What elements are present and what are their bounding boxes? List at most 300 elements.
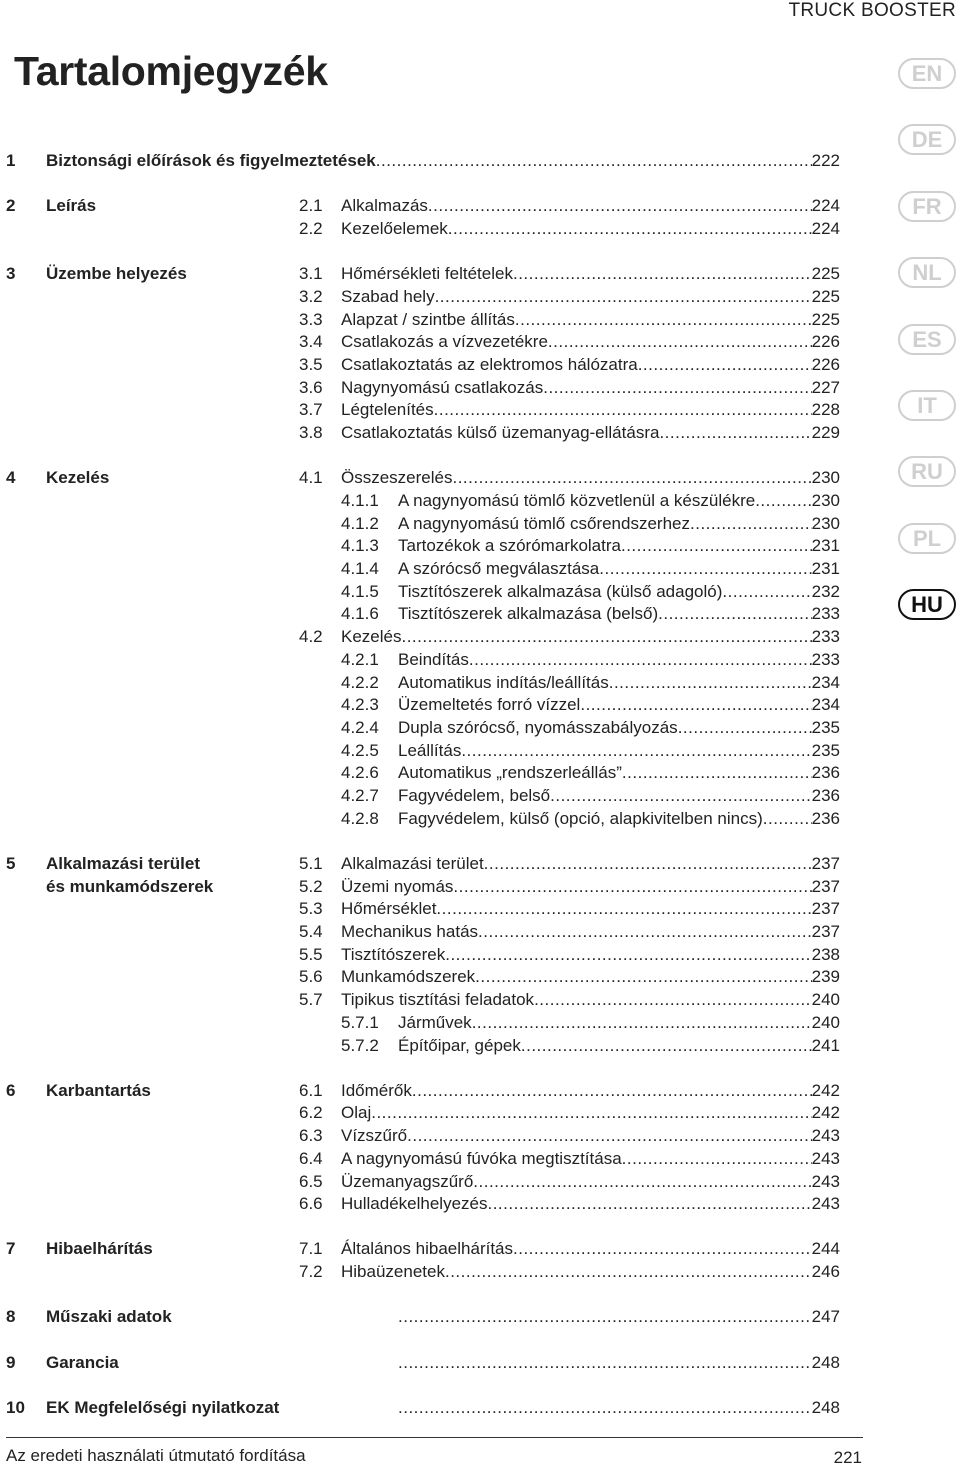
toc-row[interactable] [0,1352,870,1374]
toc-page-number: 229 [811,423,840,442]
dot-leader [398,1352,812,1374]
section-number: 8 [6,1307,16,1327]
toc-row[interactable] [0,1035,870,1057]
toc-item-entry [398,694,840,716]
dot-leader [435,286,812,308]
section-title: EK Megfelelőségi nyilatkozat [46,1397,280,1417]
toc-item-number: 4.1.4 [341,559,379,578]
toc-row[interactable] [0,535,870,557]
toc-item-number: 4.1.5 [341,581,379,601]
toc-item-entry [341,309,840,331]
dot-leader [376,150,812,172]
toc-item-number: 6.1 [299,1080,323,1100]
toc-item-entry [398,1035,840,1057]
language-tab-de[interactable]: DE [898,124,956,155]
language-tab-es[interactable]: ES [898,324,956,355]
dot-leader [622,1148,812,1170]
toc-page-number: 247 [811,1307,840,1327]
toc-page-number: 243 [811,1194,840,1214]
toc-page-number: 230 [811,468,840,488]
toc-item-entry [341,195,840,217]
dot-leader [580,694,811,716]
toc-row[interactable] [0,1397,870,1419]
toc-row[interactable] [0,921,870,943]
toc-row[interactable] [0,740,870,762]
toc-item-number: 4.1.3 [341,536,379,556]
toc-row[interactable] [0,876,870,898]
toc-row[interactable] [0,263,870,285]
toc-item-entry [341,626,840,648]
toc-item-entry [341,921,840,943]
toc-item-text: Automatikus „rendszerleállás” [398,763,622,783]
toc-item-number: 4.2.8 [341,808,379,828]
toc-item-entry [341,422,840,444]
dot-leader [461,740,811,762]
toc-page-number: 226 [811,332,840,352]
toc-row[interactable] [0,309,870,331]
toc-page-number: 227 [811,377,840,397]
toc-item-text: Szabad hely [341,286,435,306]
dot-leader [478,921,812,943]
toc-row[interactable] [0,694,870,716]
language-tab-fr[interactable]: FR [898,191,956,222]
dot-leader [755,490,811,512]
toc-row[interactable] [0,513,870,535]
toc-item-text: Vízszűrő [341,1126,408,1146]
toc-row[interactable] [0,195,870,217]
dot-leader [515,309,812,331]
toc-item-number: 5.5 [299,944,323,964]
section-number: 5 [6,853,16,873]
toc-item-number: 3.1 [299,264,323,284]
dot-leader [513,263,812,285]
toc-row[interactable] [0,422,870,444]
toc-page-number: 233 [811,649,840,669]
toc-item-text: Légtelenítés [341,400,434,420]
language-tab-hu[interactable]: HU [898,589,956,620]
toc-item-text: Csatlakoztatás az elektromos hálózatra [341,354,638,374]
toc-item-text: A szórócső megválasztása [398,559,600,578]
toc-item-number: 4.2.7 [341,786,379,805]
section-title: Kezelés [46,468,110,488]
toc-page-number: 240 [811,1012,840,1032]
toc-row[interactable] [0,1238,870,1260]
toc-page-number: 225 [811,286,840,306]
toc-item-entry [341,1125,840,1147]
dot-leader [484,853,812,875]
toc-item-number: 4.1 [299,468,323,488]
toc-row[interactable] [0,490,870,512]
dot-leader [550,785,811,807]
toc-page-number: 228 [811,400,840,420]
toc-item-number: 5.6 [299,967,323,987]
dot-leader [638,354,812,376]
language-tab-en[interactable]: EN [898,58,956,89]
toc-page-number: 242 [811,1080,840,1100]
toc-page-number: 237 [811,853,840,873]
toc-item-number: 3.8 [299,423,323,442]
toc-page-number: 236 [811,786,840,805]
toc-row[interactable] [0,1193,870,1215]
dot-leader [487,1193,811,1215]
toc-row[interactable] [0,1306,870,1328]
toc-item-number: 6.6 [299,1194,323,1214]
toc-item-number: 4.2.6 [341,763,379,783]
toc-item-number: 4.2 [299,627,323,647]
dot-leader [472,1012,812,1034]
toc-page-number: 224 [811,196,840,216]
toc-page-number: 230 [811,490,840,510]
section-title: Műszaki adatok [46,1307,172,1327]
toc-item-text: Üzemanyagszűrő [341,1171,474,1191]
toc-item-entry [398,535,840,557]
toc-item-entry [398,1397,840,1419]
toc-row[interactable] [0,1148,870,1170]
toc-item-entry [398,672,840,694]
toc-page-number: 237 [811,922,840,941]
brand-name: TRUCK BOOSTER [788,0,956,21]
page-title: Tartalomjegyzék [14,48,328,94]
toc-item-entry [341,286,840,308]
toc-item-number: 6.2 [299,1103,323,1123]
toc-item-entry [398,513,840,535]
toc-page-number: 222 [811,151,840,170]
language-tab-ru[interactable]: RU [898,456,956,487]
toc-page-number: 233 [811,604,840,624]
toc-item-text: Építőipar, gépek [398,1035,521,1055]
dot-leader [513,1238,812,1260]
toc-page-number: 236 [811,808,840,828]
toc-item-number: 3.6 [299,377,323,397]
dot-leader [543,377,811,399]
toc-row[interactable] [0,626,870,648]
dot-leader [678,717,812,739]
toc-row[interactable] [0,354,870,376]
toc-item-entry [341,966,840,988]
toc-item-entry [398,490,840,512]
toc-item-entry [341,1171,840,1193]
toc-page-number: 225 [811,264,840,284]
toc-page-number: 238 [811,944,840,964]
toc-item-text: Alapzat / szintbe állítás [341,309,515,329]
section-title: Garancia [46,1352,119,1372]
toc-item-entry [398,785,840,807]
toc-item-text: Tisztítószerek alkalmazása (belső) [398,604,659,624]
section-title: Hibaelhárítás [46,1239,153,1259]
toc-item-text: Hőmérsékleti feltételek [341,264,513,284]
toc-page-number: 234 [811,672,840,692]
dot-leader [398,1306,812,1328]
toc-item-entry [341,1193,840,1215]
toc-item-number: 3.2 [299,286,323,306]
toc-row[interactable] [0,1080,870,1102]
section-title: és munkamódszerek [46,876,214,896]
toc-item-number: 2.1 [299,196,323,216]
toc-item-entry [398,740,840,762]
dot-leader [371,1102,811,1124]
toc-item-text: Üzemi nyomás [341,876,454,896]
toc-row[interactable] [0,581,870,603]
toc-item-text: Tipikus tisztítási feladatok [341,990,535,1010]
dot-leader [448,218,812,240]
dot-leader [434,399,812,421]
toc-row[interactable] [0,377,870,399]
dot-leader [407,1125,811,1147]
section-number: 10 [6,1397,25,1417]
toc-item-entry [398,581,840,603]
toc-row[interactable] [0,944,870,966]
toc-item-number: 6.4 [299,1148,323,1168]
toc-page-number: 243 [811,1126,840,1146]
toc-page-number: 239 [811,967,840,987]
toc-item-text: Kezelőelemek [341,218,448,238]
toc-item-text: Kezelés [341,627,402,647]
toc-item-entry [341,1261,840,1283]
toc-item-entry [341,218,840,240]
toc-row[interactable] [0,672,870,694]
footer-divider [6,1437,863,1438]
toc-item-entry [398,558,840,580]
toc-page-number: 243 [811,1171,840,1191]
toc-row[interactable] [0,717,870,739]
toc-item-entry [341,853,840,875]
dot-leader [475,966,811,988]
toc-page-number: 225 [811,309,840,329]
toc-item-text: Időmérők [341,1080,412,1100]
toc-page-number: 236 [811,763,840,783]
dot-leader [722,581,811,603]
footer-page-number: 221 [833,1448,862,1467]
section-number: 3 [6,264,16,284]
toc-item-entry [341,263,840,285]
toc-item-text: Üzemeltetés forró vízzel [398,695,581,715]
toc-item-entry [398,1012,840,1034]
toc-item-text: Tisztítószerek alkalmazása (külső adagoló) [398,581,723,601]
toc-item-text: Alkalmazási terület [341,853,484,873]
toc-row[interactable] [0,399,870,421]
toc-item-entry [341,1080,840,1102]
toc-item-text: Csatlakozás a vízvezetékre [341,332,548,352]
toc-item-number: 6.3 [299,1126,323,1146]
toc-item-entry [341,944,840,966]
toc-item-entry [398,717,840,739]
dot-leader [428,195,812,217]
dot-leader [659,422,811,444]
toc-item-number: 4.2.4 [341,717,379,737]
toc-item-entry [398,762,840,784]
toc-row[interactable] [0,603,870,625]
toc-item-text: Fagyvédelem, külső (opció, alapkivitelben nincs) [398,808,763,828]
toc-item-number: 5.3 [299,899,323,919]
toc-item-number: 3.7 [299,400,323,420]
toc-row[interactable] [0,1171,870,1193]
toc-item-entry [398,603,840,625]
toc-row[interactable] [0,1261,870,1283]
toc-row[interactable] [0,467,870,489]
toc-page-number: 233 [811,627,840,647]
toc-item-text: Csatlakoztatás külső üzemanyag-ellátásra [341,423,660,442]
dot-leader [609,672,812,694]
dot-leader [453,876,811,898]
toc-item-number: 4.2.1 [341,649,379,669]
dot-leader [412,1080,812,1102]
toc-row[interactable] [0,331,870,353]
toc-item-entry [398,808,840,830]
section-number: 7 [6,1239,16,1259]
footer-text: Az eredeti használati útmutató fordítása [6,1446,306,1465]
toc-item-text: Mechanikus hatás [341,922,479,941]
dot-leader [521,1035,812,1057]
toc-item-text: Általános hibaelhárítás [341,1239,514,1259]
dot-leader [473,1171,811,1193]
dot-leader [445,1261,812,1283]
toc-item-number: 6.5 [299,1171,323,1191]
language-tab-it[interactable]: IT [898,390,956,421]
toc-page-number: 244 [811,1239,840,1259]
toc-row[interactable] [0,762,870,784]
section-title: Leírás [46,196,97,216]
toc-page-number: 237 [811,876,840,896]
dot-leader [436,898,811,920]
toc-page-number: 242 [811,1103,840,1123]
toc-item-text: Biztonsági előírások és figyelmeztetések [46,151,376,170]
section-title: Karbantartás [46,1080,151,1100]
dot-leader [548,331,812,353]
section-number: 2 [6,196,16,216]
toc-item-entry [341,1102,840,1124]
dot-leader [690,513,812,535]
toc-row[interactable] [0,808,870,830]
toc-item-number: 4.2.3 [341,695,379,715]
section-title: Üzembe helyezés [46,264,187,284]
dot-leader [763,808,812,830]
section-number: 6 [6,1080,16,1100]
toc-item-text: Hőmérséklet [341,899,437,919]
toc-item-entry [341,467,840,489]
toc-row[interactable] [0,1102,870,1124]
toc-item-text: Fagyvédelem, belső [398,786,551,805]
toc-page-number: 237 [811,899,840,919]
toc-item-entry [46,150,840,172]
toc-item-text: Alkalmazás [341,196,428,216]
toc-row[interactable] [0,966,870,988]
toc-page-number: 224 [811,218,840,238]
toc-item-text: Hulladékelhelyezés [341,1194,488,1214]
toc-item-number: 3.3 [299,309,323,329]
language-tab-nl[interactable]: NL [898,257,956,288]
dot-leader [469,649,812,671]
toc-item-text: A nagynyomású tömlő csőrendszerhez [398,513,690,533]
toc-page-number: 235 [811,717,840,737]
toc-page-number: 234 [811,695,840,715]
section-number: 4 [6,468,16,488]
toc-item-text: Dupla szórócső, nyomásszabályozás [398,717,678,737]
toc-row[interactable] [0,286,870,308]
toc-item-entry [341,331,840,353]
toc-page-number: 230 [811,513,840,533]
toc-page-number: 243 [811,1148,840,1168]
toc-item-text: Tartozékok a szórómarkolatra [398,536,621,556]
dot-leader [401,626,811,648]
toc-item-number: 4.1.1 [341,490,379,510]
toc-item-text: Összeszerelés [341,468,453,488]
dot-leader [452,467,811,489]
section-title: Alkalmazási terület [46,853,201,873]
toc-page-number: 231 [811,536,840,556]
toc-item-text: Beindítás [398,649,469,669]
language-tab-pl[interactable]: PL [898,523,956,554]
toc-row[interactable] [0,150,870,172]
dot-leader [658,603,812,625]
toc-item-entry [398,1352,840,1374]
toc-item-entry [341,1238,840,1260]
toc-row[interactable] [0,649,870,671]
toc-item-entry [398,1306,840,1328]
toc-item-text: Nagynyomású csatlakozás [341,377,544,397]
toc-row[interactable] [0,218,870,240]
toc-row[interactable] [0,558,870,580]
toc-row[interactable] [0,898,870,920]
toc-item-text: Leállítás [398,740,462,760]
toc-page-number: 248 [811,1352,840,1372]
toc-item-entry [341,354,840,376]
toc-row[interactable] [0,1125,870,1147]
toc-item-number: 4.2.2 [341,672,379,692]
toc-item-text: Automatikus indítás/leállítás [398,672,609,692]
toc-item-number: 5.1 [299,853,323,873]
toc-page-number: 231 [811,559,840,578]
toc-item-text: Tisztítószerek [341,944,446,964]
toc-item-text: Hibaüzenetek [341,1262,445,1282]
toc-item-number: 4.1.6 [341,604,379,624]
toc-page-number: 226 [811,354,840,374]
toc-item-entry [341,399,840,421]
toc-item-text: Járművek [398,1012,472,1032]
toc-page-number: 232 [811,581,840,601]
toc-item-number: 7.2 [299,1262,323,1282]
toc-item-text: A nagynyomású tömlő közvetlenül a készülékre [398,490,756,510]
toc-item-number: 7.1 [299,1239,323,1259]
toc-row[interactable] [0,853,870,875]
toc-item-number: 5.2 [299,876,323,896]
toc-page-number: 246 [811,1262,840,1282]
toc-page-number: 235 [811,740,840,760]
section-number: 9 [6,1352,16,1372]
toc-page-number: 248 [811,1397,840,1417]
dot-leader [534,989,812,1011]
toc-item-entry [398,649,840,671]
toc-item-number: 3.4 [299,332,323,352]
toc-item-number: 4.2.5 [341,740,379,760]
toc-item-text: Olaj [341,1103,372,1123]
toc-item-number: 4.1.2 [341,513,379,533]
toc-row[interactable] [0,785,870,807]
toc-item-entry [341,1148,840,1170]
toc-page-number: 241 [811,1035,840,1055]
toc-item-number: 5.4 [299,922,323,941]
toc-item-number: 5.7 [299,990,323,1010]
toc-item-text: Munkamódszerek [341,967,476,987]
dot-leader [621,535,812,557]
dot-leader [599,558,811,580]
toc-page-number: 240 [811,990,840,1010]
toc-row[interactable] [0,1012,870,1034]
toc-item-entry [341,898,840,920]
toc-row[interactable] [0,989,870,1011]
toc-item-number: 5.7.2 [341,1035,379,1055]
toc-item-entry [341,989,840,1011]
section-number: 1 [6,151,16,170]
